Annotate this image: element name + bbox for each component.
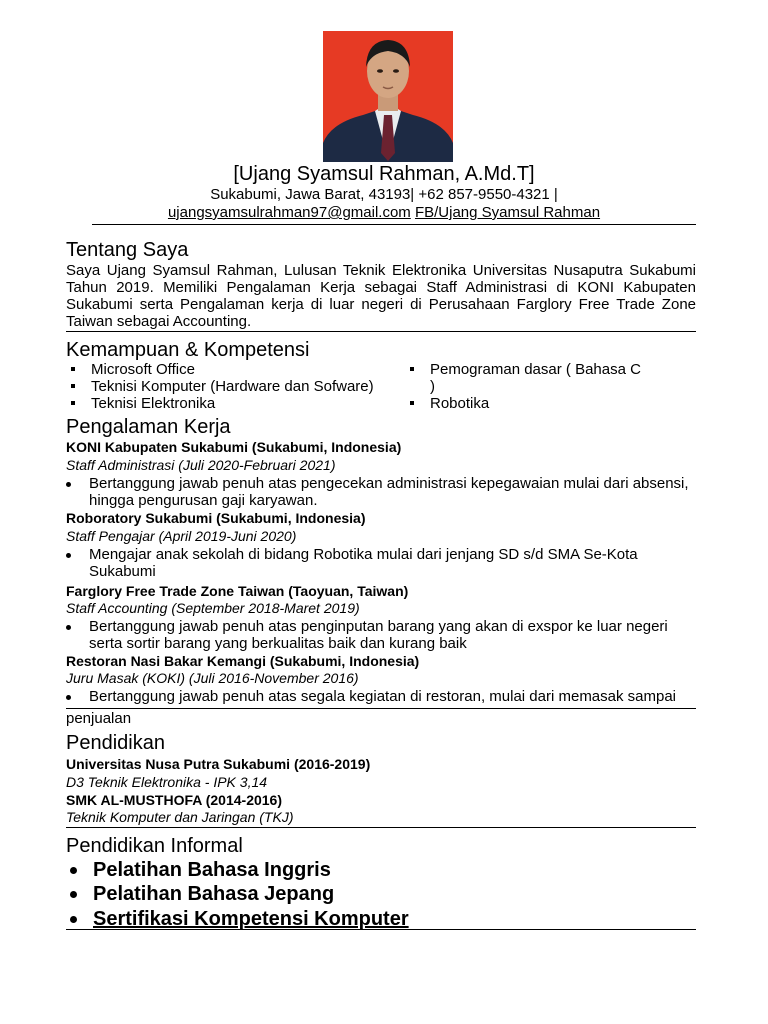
divider (66, 827, 696, 828)
job-description-continued: penjualan (66, 710, 132, 727)
job-employer: KONI Kabupaten Sukabumi (Sukabumi, Indonesia) (66, 439, 402, 455)
bullet-square-icon (410, 367, 414, 371)
job-employer: Roboratory Sukabumi (Sukabumi, Indonesia) (66, 510, 366, 526)
bullet-dot-icon (70, 891, 77, 898)
bullet-dot-icon (66, 482, 71, 487)
bullet-square-icon (410, 401, 414, 405)
job-role: Staff Pengajar (April 2019-Juni 2020) (66, 528, 297, 544)
section-title-about: Tentang Saya (66, 239, 189, 261)
education-detail: D3 Teknik Elektronika - IPK 3,14 (66, 774, 268, 790)
divider (66, 708, 696, 709)
bullet-square-icon (71, 367, 75, 371)
informal-item: Sertifikasi Kompetensi Komputer (66, 907, 409, 931)
divider (66, 929, 696, 930)
job-employer: Farglory Free Trade Zone Taiwan (Taoyuan, Taiwan) (66, 583, 409, 599)
job-description: Bertanggung jawab penuh atas segala kegiatan di restoran, mulai dari memasak sampai (66, 688, 696, 705)
job-role: Staff Accounting (September 2018-Maret 2019) (66, 600, 360, 616)
full-name: [Ujang Syamsul Rahman, A.Md.T] (233, 163, 535, 185)
profile-photo (323, 31, 453, 162)
bullet-dot-icon (70, 867, 77, 874)
job-role: Staff Administrasi (Juli 2020-Februari 2021) (66, 457, 336, 473)
job-description: Bertanggung jawab penuh atas penginputan barang yang akan di exspor ke luar negeri serta sortir barang yang berkualitas baik dan kurang baik (66, 618, 696, 652)
section-title-experience: Pengalaman Kerja (66, 416, 231, 438)
email-link[interactable]: ujangsyamsulrahman97@gmail.com (167, 204, 411, 221)
bullet-dot-icon (70, 916, 77, 923)
education-school: SMK AL-MUSTHOFA (2014-2016) (66, 792, 283, 808)
informal-item: Pelatihan Bahasa Jepang (66, 882, 334, 906)
contact-line: Sukabumi, Jawa Barat, 43193| +62 857-9550-4321 | (210, 186, 558, 203)
bullet-dot-icon (66, 625, 71, 630)
informal-item: Pelatihan Bahasa Inggris (66, 858, 331, 882)
job-description: Mengajar anak sekolah di bidang Robotika mulai dari jenjang SD s/d SMA Se-Kota Sukabumi (66, 546, 696, 580)
section-title-education: Pendidikan (66, 732, 165, 754)
education-detail: Teknik Komputer dan Jaringan (TKJ) (66, 809, 294, 825)
section-title-skills: Kemampuan & Kompetensi (66, 339, 310, 361)
job-employer: Restoran Nasi Bakar Kemangi (Sukabumi, Indonesia) (66, 653, 420, 669)
divider (92, 224, 696, 225)
contact-links (0, 204, 768, 222)
skill-item: Teknisi Elektronika (71, 395, 215, 412)
education-school: Universitas Nusa Putra Sukabumi (2016-2019) (66, 756, 371, 772)
about-text: Saya Ujang Syamsul Rahman, Lulusan Teknik Elektronika Universitas Nusaputra Sukabumi Tahun 2019. Memiliki Pengalaman Kerja sebagai Staff Administrasi di KONI Kabupaten Sukabumi serta Pengalaman kerja di luar negeri di Perusahaan Farglory Free Trade Zone Taiwan sebagai Accounting. (66, 262, 696, 330)
bullet-dot-icon (66, 695, 71, 700)
bullet-dot-icon (66, 553, 71, 558)
facebook-link[interactable]: FB/Ujang Syamsul Rahman (414, 204, 601, 221)
section-title-informal: Pendidikan Informal (66, 835, 243, 857)
skill-item: Pemograman dasar ( Bahasa C ) (410, 361, 645, 395)
bullet-square-icon (71, 401, 75, 405)
divider (66, 331, 696, 332)
skill-item: Teknisi Komputer (Hardware dan Sofware) (71, 378, 374, 395)
job-description: Bertanggung jawab penuh atas pengecekan administrasi kepegawaian mulai dari absensi, hingga pengurusan gaji karyawan. (66, 475, 696, 509)
bullet-square-icon (71, 384, 75, 388)
skill-item: Microsoft Office (71, 361, 195, 378)
job-role: Juru Masak (KOKI) (Juli 2016-November 2016) (66, 670, 359, 686)
skill-item: Robotika (410, 395, 489, 412)
